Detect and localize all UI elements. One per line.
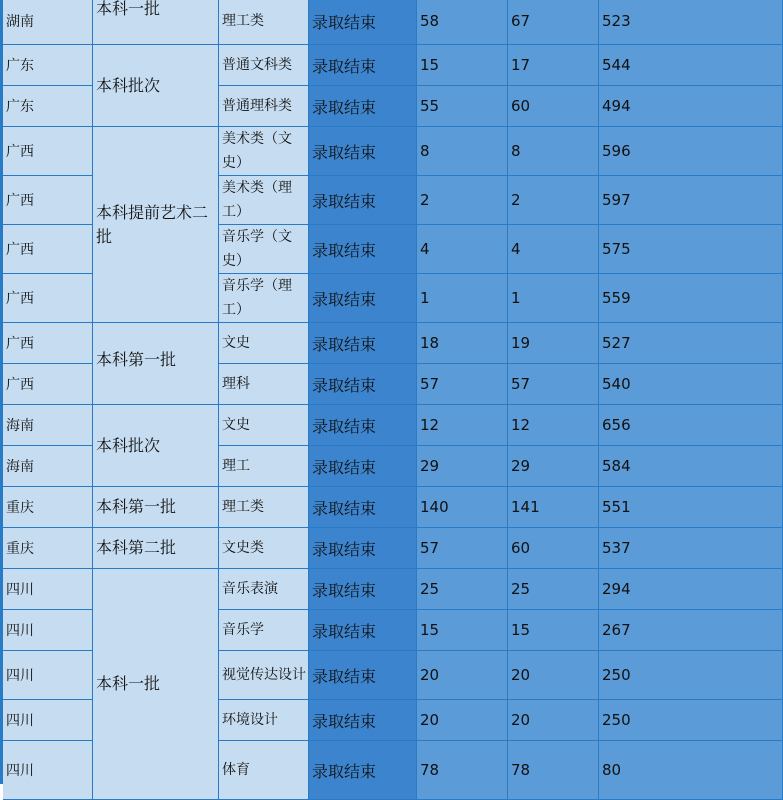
cell-category-text: 文史 (222, 335, 250, 351)
cell-admitted-text: 19 (511, 334, 531, 352)
cell-min-score-text: 575 (602, 240, 631, 258)
cell-min-score (599, 487, 783, 528)
cell-admitted-text: 60 (511, 97, 531, 115)
cell-batch-text: 本科第一批 (96, 349, 177, 369)
cell-status-text: 录取结束 (312, 97, 377, 117)
cell-min-score-text: 267 (602, 621, 631, 639)
cell-status (309, 86, 417, 127)
cell-status-text: 录取结束 (312, 498, 377, 518)
cell-category (219, 651, 309, 700)
cell-status (309, 610, 417, 651)
cell-province (3, 364, 93, 405)
cell-province (3, 528, 93, 569)
cell-admitted-text: 4 (511, 240, 521, 258)
cell-category-text: 美术类（理工） (222, 180, 292, 220)
cell-category-text: 普通理科类 (222, 98, 292, 114)
cell-plan (417, 323, 508, 364)
cell-status-text: 录取结束 (312, 142, 377, 162)
cell-plan-text: 1 (420, 289, 430, 307)
cell-category (219, 45, 309, 86)
cell-status-text: 录取结束 (312, 580, 377, 600)
cell-plan (417, 651, 508, 700)
cell-status-text: 录取结束 (312, 457, 377, 477)
cell-province (3, 610, 93, 651)
cell-status-text: 录取结束 (312, 761, 377, 781)
cell-min-score (599, 127, 783, 176)
cell-province-text: 四川 (6, 763, 34, 779)
cell-status-text: 录取结束 (312, 621, 377, 641)
cell-min-score-text: 597 (602, 191, 631, 209)
cell-plan-text: 15 (420, 621, 440, 639)
cell-province-text: 广西 (6, 291, 34, 307)
cell-province-text: 广西 (6, 193, 34, 209)
cell-min-score (599, 323, 783, 364)
cell-status-text: 录取结束 (312, 191, 377, 211)
cell-plan (417, 176, 508, 225)
cell-batch-text: 本科第一批 (96, 497, 177, 516)
cell-min-score-text: 537 (602, 539, 631, 557)
cell-admitted (508, 323, 599, 364)
cell-min-score (599, 741, 783, 800)
cell-batch (93, 569, 219, 800)
cell-status-text: 录取结束 (312, 666, 377, 686)
cell-plan (417, 405, 508, 446)
cell-min-score (599, 700, 783, 741)
cell-category-text: 美术类（文史） (222, 131, 292, 171)
cell-province (3, 127, 93, 176)
cell-category-text: 普通文科类 (222, 57, 292, 73)
cell-admitted (508, 741, 599, 800)
cell-admitted (508, 528, 599, 569)
cell-plan-text: 25 (420, 580, 440, 598)
cell-min-score (599, 274, 783, 323)
cell-category-text: 音乐学（文史） (222, 229, 292, 269)
cell-plan (417, 528, 508, 569)
cell-plan (417, 0, 508, 45)
cell-province-text: 重庆 (6, 500, 34, 516)
cell-admitted-text: 78 (511, 761, 531, 779)
cell-category (219, 446, 309, 487)
cell-status-text: 录取结束 (312, 56, 377, 76)
cell-plan-text: 4 (420, 240, 430, 258)
cell-admitted-text: 60 (511, 539, 531, 557)
cell-province-text: 湖南 (6, 14, 34, 30)
cell-category (219, 274, 309, 323)
cell-status (309, 528, 417, 569)
cell-province (3, 176, 93, 225)
cell-admitted-text: 25 (511, 580, 531, 598)
cell-admitted-text: 57 (511, 375, 531, 393)
cell-batch-text: 本科提前艺术二批 (96, 202, 209, 246)
cell-min-score-text: 559 (602, 289, 631, 307)
cell-admitted (508, 700, 599, 741)
cell-admitted-text: 15 (511, 621, 531, 639)
cell-batch-text: 本科批次 (96, 75, 161, 95)
cell-category-text: 理工类 (222, 499, 264, 515)
cell-category-text: 文史 (222, 417, 250, 433)
cell-admitted (508, 405, 599, 446)
cell-plan-text: 57 (420, 539, 440, 557)
cell-admitted (508, 610, 599, 651)
cell-category-text: 音乐学（理工） (222, 278, 292, 318)
cell-admitted-text: 20 (511, 666, 531, 684)
cell-admitted (508, 225, 599, 274)
cell-category (219, 323, 309, 364)
cell-plan-text: 8 (420, 142, 430, 160)
cell-admitted (508, 446, 599, 487)
cell-category (219, 569, 309, 610)
cell-status (309, 127, 417, 176)
cell-admitted (508, 651, 599, 700)
cell-min-score (599, 45, 783, 86)
cell-province (3, 323, 93, 364)
cell-category (219, 127, 309, 176)
table-left-border (0, 0, 3, 784)
cell-status (309, 0, 417, 45)
cell-category-text: 音乐学 (222, 622, 264, 638)
cell-plan-text: 20 (420, 711, 440, 729)
cell-category (219, 364, 309, 405)
cell-plan-text: 78 (420, 761, 440, 779)
cell-status (309, 176, 417, 225)
cell-plan-text: 29 (420, 457, 440, 475)
cell-min-score (599, 176, 783, 225)
cell-batch (93, 487, 219, 528)
cell-min-score (599, 446, 783, 487)
cell-province (3, 274, 93, 323)
cell-admitted-text: 8 (511, 142, 521, 160)
cell-plan-text: 15 (420, 56, 440, 74)
cell-province (3, 741, 93, 800)
cell-min-score-text: 250 (602, 711, 631, 729)
cell-status (309, 651, 417, 700)
cell-province-text: 重庆 (6, 541, 34, 557)
cell-status (309, 364, 417, 405)
cell-province-text: 广西 (6, 377, 34, 393)
cell-category (219, 741, 309, 800)
cell-min-score-text: 250 (602, 666, 631, 684)
cell-min-score (599, 225, 783, 274)
cell-status (309, 225, 417, 274)
cell-category-text: 理科 (222, 376, 250, 392)
cell-province-text: 广东 (6, 58, 34, 74)
cell-status-text: 录取结束 (312, 240, 377, 260)
cell-batch-text: 本科一批 (96, 0, 161, 18)
cell-plan (417, 127, 508, 176)
cell-admitted-text: 29 (511, 457, 531, 475)
cell-province-text: 广东 (6, 99, 34, 115)
cell-plan (417, 610, 508, 651)
cell-min-score-text: 80 (602, 761, 622, 779)
cell-province (3, 487, 93, 528)
cell-province-text: 四川 (6, 582, 34, 598)
cell-province-text: 四川 (6, 713, 34, 729)
cell-batch (93, 127, 219, 323)
cell-plan-text: 58 (420, 12, 440, 30)
cell-batch (93, 323, 219, 405)
cell-admitted-text: 141 (511, 498, 540, 516)
cell-province-text: 广西 (6, 242, 34, 258)
cell-category-text: 音乐表演 (222, 581, 278, 597)
cell-province (3, 700, 93, 741)
cell-plan (417, 274, 508, 323)
cell-plan (417, 446, 508, 487)
cell-plan (417, 86, 508, 127)
cell-min-score-text: 494 (602, 97, 631, 115)
cell-plan-text: 57 (420, 375, 440, 393)
cell-min-score-text: 656 (602, 416, 631, 434)
cell-admitted (508, 127, 599, 176)
cell-category-text: 体育 (222, 762, 250, 778)
cell-status-text: 录取结束 (312, 416, 377, 436)
cell-plan (417, 741, 508, 800)
cell-category (219, 528, 309, 569)
cell-province-text: 广西 (6, 144, 34, 160)
cell-province-text: 海南 (6, 459, 34, 475)
cell-plan (417, 569, 508, 610)
cell-category-text: 视觉传达设计 (222, 667, 306, 683)
cell-status (309, 446, 417, 487)
cell-admitted-text: 12 (511, 416, 531, 434)
cell-status-text: 录取结束 (312, 334, 377, 354)
cell-province-text: 四川 (6, 668, 34, 684)
cell-batch-text: 本科一批 (96, 674, 161, 693)
cell-category (219, 405, 309, 446)
cell-province (3, 651, 93, 700)
cell-admitted (508, 487, 599, 528)
cell-admitted (508, 274, 599, 323)
cell-province (3, 569, 93, 610)
cell-category (219, 176, 309, 225)
cell-admitted-text: 1 (511, 289, 521, 307)
cell-province-text: 广西 (6, 336, 34, 352)
cell-category-text: 文史类 (222, 540, 264, 556)
cell-category-text: 理工类 (222, 13, 264, 29)
cell-province (3, 405, 93, 446)
cell-plan (417, 225, 508, 274)
cell-category (219, 0, 309, 45)
cell-plan-text: 12 (420, 416, 440, 434)
cell-admitted (508, 176, 599, 225)
cell-batch (93, 45, 219, 127)
cell-plan-text: 18 (420, 334, 440, 352)
cell-plan-text: 2 (420, 191, 430, 209)
cell-status (309, 700, 417, 741)
cell-batch-text: 本科第二批 (96, 538, 177, 557)
cell-plan (417, 364, 508, 405)
cell-min-score-text: 584 (602, 457, 631, 475)
cell-status (309, 741, 417, 800)
cell-min-score-text: 523 (602, 12, 631, 30)
cell-min-score-text: 596 (602, 142, 631, 160)
cell-status (309, 274, 417, 323)
cell-category-text: 理工 (222, 458, 250, 474)
cell-plan (417, 487, 508, 528)
cell-province (3, 446, 93, 487)
cell-admitted-text: 17 (511, 56, 531, 74)
cell-province-text: 海南 (6, 418, 34, 434)
cell-min-score (599, 405, 783, 446)
cell-province (3, 0, 93, 45)
cell-admitted-text: 2 (511, 191, 521, 209)
cell-status (309, 569, 417, 610)
cell-min-score (599, 528, 783, 569)
cell-status (309, 487, 417, 528)
cell-min-score-text: 294 (602, 580, 631, 598)
cell-min-score-text: 544 (602, 56, 631, 74)
cell-min-score-text: 527 (602, 334, 631, 352)
cell-plan-text: 20 (420, 666, 440, 684)
cell-min-score (599, 364, 783, 405)
cell-status (309, 405, 417, 446)
cell-batch (93, 0, 219, 45)
cell-plan (417, 700, 508, 741)
cell-category (219, 610, 309, 651)
cell-plan-text: 55 (420, 97, 440, 115)
cell-province (3, 225, 93, 274)
cell-admitted-text: 20 (511, 711, 531, 729)
cell-admitted-text: 67 (511, 12, 531, 30)
cell-status-text: 录取结束 (312, 12, 377, 32)
cell-batch (93, 528, 219, 569)
cell-province-text: 四川 (6, 623, 34, 639)
cell-batch (93, 405, 219, 487)
cell-admitted (508, 364, 599, 405)
cell-min-score (599, 610, 783, 651)
cell-batch-text: 本科批次 (96, 435, 161, 455)
cell-status-text: 录取结束 (312, 711, 377, 731)
cell-plan-text: 140 (420, 498, 449, 516)
cell-min-score (599, 651, 783, 700)
cell-status (309, 45, 417, 86)
cell-plan (417, 45, 508, 86)
cell-province (3, 45, 93, 86)
cell-min-score (599, 569, 783, 610)
cell-category (219, 225, 309, 274)
cell-admitted (508, 569, 599, 610)
cell-min-score (599, 0, 783, 45)
cell-status-text: 录取结束 (312, 375, 377, 395)
cell-status-text: 录取结束 (312, 539, 377, 559)
cell-admitted (508, 45, 599, 86)
cell-admitted (508, 0, 599, 45)
cell-category (219, 700, 309, 741)
cell-province (3, 86, 93, 127)
cell-status (309, 323, 417, 364)
cell-category (219, 86, 309, 127)
cell-admitted (508, 86, 599, 127)
cell-min-score-text: 551 (602, 498, 631, 516)
cell-category-text: 环境设计 (222, 712, 278, 728)
cell-min-score-text: 540 (602, 375, 631, 393)
cell-category (219, 487, 309, 528)
cell-status-text: 录取结束 (312, 289, 377, 309)
cell-min-score (599, 86, 783, 127)
